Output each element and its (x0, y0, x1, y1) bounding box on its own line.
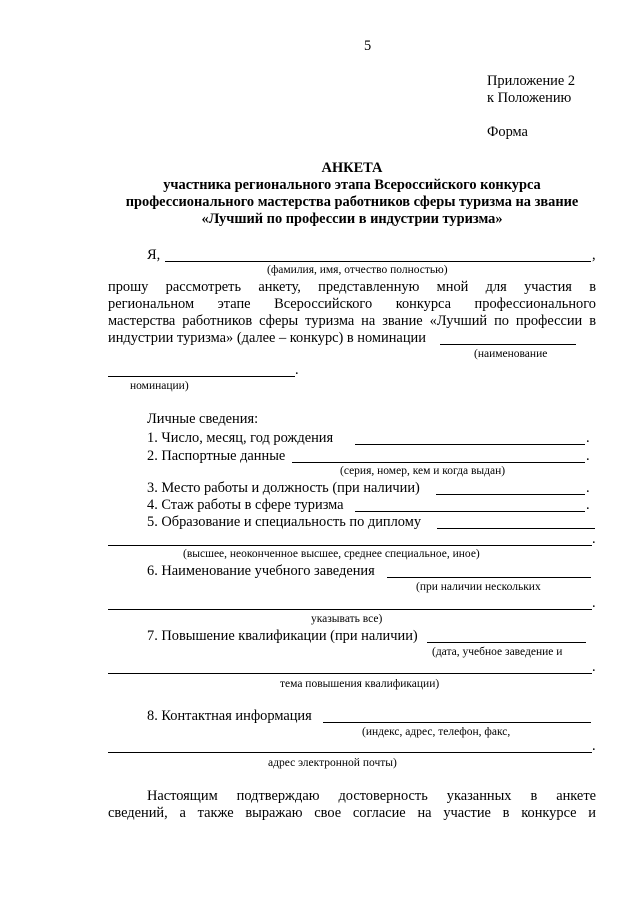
intro-line-4: индустрии туризма» (далее – конкурс) в номинации (108, 330, 426, 346)
title-line-3: профессионального мастерства работников сферы туризма на звание (125, 194, 579, 210)
title-line-4: «Лучший по профессии в индустрии туризма» (201, 211, 503, 227)
workplace-field[interactable] (436, 494, 585, 495)
full-name-hint: (фамилия, имя, отчество полностью) (267, 264, 448, 276)
institution-field[interactable] (387, 577, 591, 578)
intro-line-1: прошу рассмотреть анкету, представленную мной для участия в (108, 279, 596, 295)
institution-field-cont[interactable] (108, 609, 592, 610)
item-birth-date: 1. Число, месяц, год рождения (147, 430, 334, 446)
i-prefix: Я, (147, 247, 161, 263)
dot-6: . (592, 595, 596, 611)
nomination-hint-2: номинации) (130, 380, 189, 392)
birth-date-field[interactable] (355, 444, 585, 445)
dot-2: . (586, 448, 590, 464)
dot-3: . (586, 480, 590, 496)
item-qualification: 7. Повышение квалификации (при наличии) (147, 628, 418, 644)
nomination-field-cont[interactable] (108, 376, 295, 377)
dot-8: . (592, 738, 596, 754)
item-contacts: 8. Контактная информация (147, 708, 312, 724)
item-education: 5. Образование и специальность по диплому (147, 514, 422, 530)
contacts-field[interactable] (323, 722, 591, 723)
full-name-field[interactable] (165, 261, 591, 262)
closing-line-2: сведений, а также выражаю свое согласие на участие в конкурсе и (108, 805, 596, 821)
page-number: 5 (364, 38, 372, 54)
institution-hint-2: указывать все) (311, 613, 383, 625)
form-label: Форма (487, 124, 528, 140)
i-suffix: , (592, 247, 596, 263)
passport-hint: (серия, номер, кем и когда выдан) (340, 465, 506, 477)
nomination-hint-1: (наименование (474, 348, 548, 360)
dot-5: . (592, 531, 596, 547)
education-field-cont[interactable] (108, 545, 592, 546)
education-field[interactable] (437, 528, 595, 529)
item-workplace: 3. Место работы и должность (при наличии) (147, 480, 420, 496)
intro-line-2: региональном этапе Всероссийского конкурса профессионального (108, 296, 596, 312)
dot-4: . (586, 497, 590, 513)
experience-field[interactable] (355, 511, 585, 512)
intro-line-3: мастерства работников сферы туризма на звание «Лучший по профессии в (108, 313, 596, 329)
qualification-field[interactable] (427, 642, 586, 643)
passport-field[interactable] (292, 462, 585, 463)
nomination-field[interactable] (440, 344, 576, 345)
dot-1: . (586, 430, 590, 446)
contacts-hint-1: (индекс, адрес, телефон, факс, (362, 726, 511, 738)
personal-heading: Личные сведения: (147, 411, 259, 427)
appendix-label: Приложение 2 (487, 73, 576, 89)
contacts-field-cont[interactable] (108, 752, 592, 753)
item-experience: 4. Стаж работы в сфере туризма (147, 497, 344, 513)
title-questionnaire: АНКЕТА (321, 160, 383, 176)
qualification-field-cont[interactable] (108, 673, 592, 674)
qualification-hint-1: (дата, учебное заведение и (432, 646, 563, 658)
item-passport: 2. Паспортные данные (147, 448, 286, 464)
closing-line-1: Настоящим подтверждаю достоверность указанных в анкете (147, 788, 596, 804)
regulation-label: к Положению (487, 90, 572, 106)
title-line-2: участника регионального этапа Всероссийского конкурса (163, 177, 541, 193)
dot-7: . (592, 659, 596, 675)
qualification-hint-2: тема повышения квалификации) (280, 678, 440, 690)
education-hint: (высшее, неоконченное высшее, среднее специальное, иное) (183, 548, 480, 560)
institution-hint-1: (при наличии нескольких (416, 581, 541, 593)
contacts-hint-2: адрес электронной почты) (268, 757, 397, 769)
item-institution: 6. Наименование учебного заведения (147, 563, 375, 579)
nomination-end-dot: . (295, 362, 299, 378)
